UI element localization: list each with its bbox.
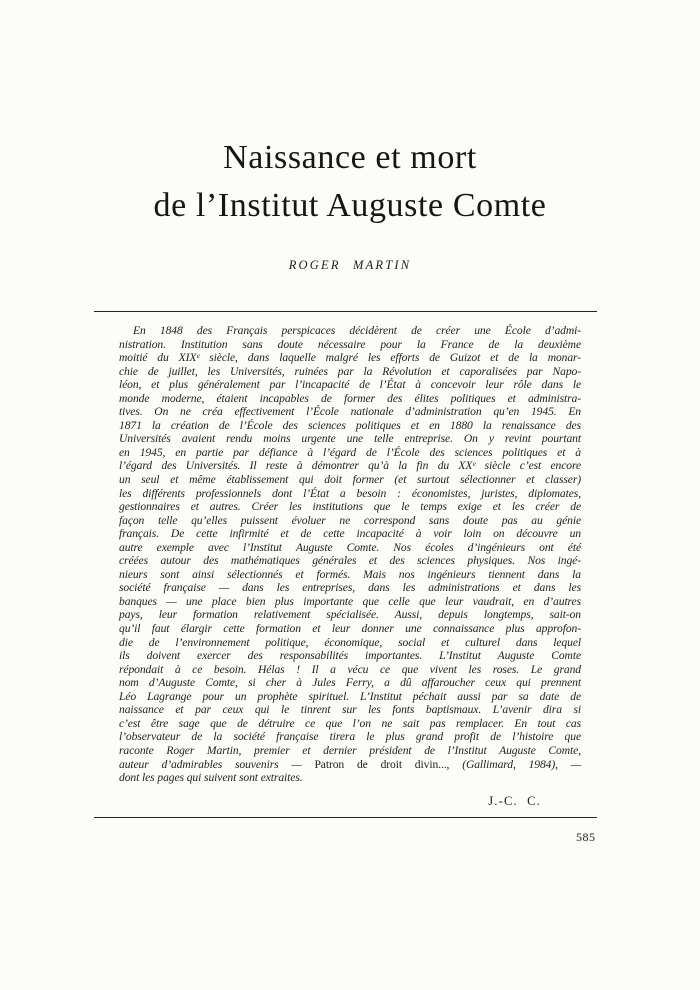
body-line: monde moderne, étaient incapables de former des élites politiques et administra- (119, 391, 581, 405)
body-line: Universités avaient rendu moins urgente une telle entreprise. On y revint pourtant (119, 432, 581, 446)
body-line: chie de juillet, les Universités, ruinées par la Révolution et caporalisées par Napo- (119, 364, 581, 378)
body-line: nieurs sont ainsi sélectionnés et formés. Mais nos ingénieurs tiennent dans la (119, 567, 581, 581)
body-line: tives. On ne créa effectivement l’École nationale d’administration qu’en 1945. En (119, 405, 581, 419)
book-title-roman: Patron de droit divin..., (314, 757, 463, 771)
mixed-italic-after: (Gallimard, 1984), — (462, 757, 581, 771)
body-line: façon telle qu’elles puissent évoluer ne correspond sans doute pas au génie (119, 513, 581, 527)
body-line: Léo Lagrange pour un prophète spirituel. L’Institut péchait aussi par sa date de (119, 689, 581, 703)
body-line: c’est être sage que de détruire ce que l’on ne sait pas remplacer. En tout cas (119, 716, 581, 730)
body-line: 1871 la création de l’École des sciences politiques et en 1880 la renaissance des (119, 418, 581, 432)
body-line: raconte Roger Martin, premier et dernier président de l’Institut Auguste Comte, (119, 743, 581, 757)
article-title (0, 134, 700, 230)
body-line: société française — dans les entreprises, dans les administrations et dans les (119, 581, 581, 595)
body-line: moitié du XIXᵉ siècle, dans laquelle malgré les efforts de Guizot et de la monar- (119, 351, 581, 365)
body-line: l’égard des Universités. Il reste à démontrer qu’à la fin du XXᵉ siècle c’est encore (119, 459, 581, 473)
mixed-italic-before: auteur d’admirables souvenirs — (119, 757, 315, 771)
body-line: pays, leur formation relativement spécialisée. Aussi, depuis longtemps, sait-on (119, 608, 581, 622)
body-line: nistration. Institution sans doute nécessaire pour la France de la deuxième (119, 337, 581, 351)
body-line: l’observateur de la société française tirera le plus grand profit de l’histoire que (119, 730, 581, 744)
body-line: léon, et plus généralement par l’incapacité de l’État à concevoir leur rôle dans le (119, 378, 581, 392)
body-line: en 1945, en partie par défiance à l’égard de l’École des sciences politiques et à (119, 445, 581, 459)
body-line: nom d’Auguste Comte, si cher à Jules Ferry, a dû affaroucher ceux qui prennent (119, 676, 581, 690)
body-line: répondait à ce besoin. Hélas ! Il a vécu ce que vivent les roses. Le grand (119, 662, 581, 676)
body-line: autre exemple avec l’Institut Auguste Comte. Nos écoles d’ingénieurs ont été (119, 540, 581, 554)
body-line: naissance et par ceux qui le tinrent sur les fonts baptismaux. L’avenir dira si (119, 703, 581, 717)
body-line: ils doivent exercer des responsabilités importantes. L’Institut Auguste Comte (119, 649, 581, 663)
body-line: les différents professionnels dont l’État a besoin : économistes, juristes, diplomates, (119, 486, 581, 500)
body-line: français. De cette infirmité et de cette incapacité à voir loin on découvre un (119, 527, 581, 541)
bottom-divider-rule (94, 817, 597, 818)
introduction-paragraph (119, 324, 581, 785)
body-line: créées autour des mathématiques générales et des sciences physiques. Nos ingé- (119, 554, 581, 568)
article-title-line-1: Naissance et mort (223, 139, 477, 176)
editor-initials: J.-C. C. (488, 794, 541, 808)
article-title-line-2: de l’Institut Auguste Comte (153, 187, 547, 224)
body-line: die de l’environnement politique, économique, social et culturel dans lequel (119, 635, 581, 649)
page-number: 585 (576, 830, 596, 844)
body-line: gestionnaires et autres. Créer les institutions que le temps exige et les créer de (119, 500, 581, 514)
body-line-mixed (119, 758, 581, 772)
body-line: qu’il faut élargir cette formation et leur donner une connaissance plus approfon- (119, 622, 581, 636)
body-line: dont les pages qui suivent sont extraites. (119, 771, 303, 785)
body-line: banques — une place bien plus importante que celle que leur vaudrait, en d’autres (119, 594, 581, 608)
body-line: un seul et même établissement qui doit former (et surtout sélectionner et classer) (119, 473, 581, 487)
body-line: En 1848 des Français perspicaces décidèrent de créer une École d’admi- (133, 324, 581, 337)
top-divider-rule (94, 311, 597, 312)
author-byline: ROGER MARTIN (288, 258, 412, 272)
